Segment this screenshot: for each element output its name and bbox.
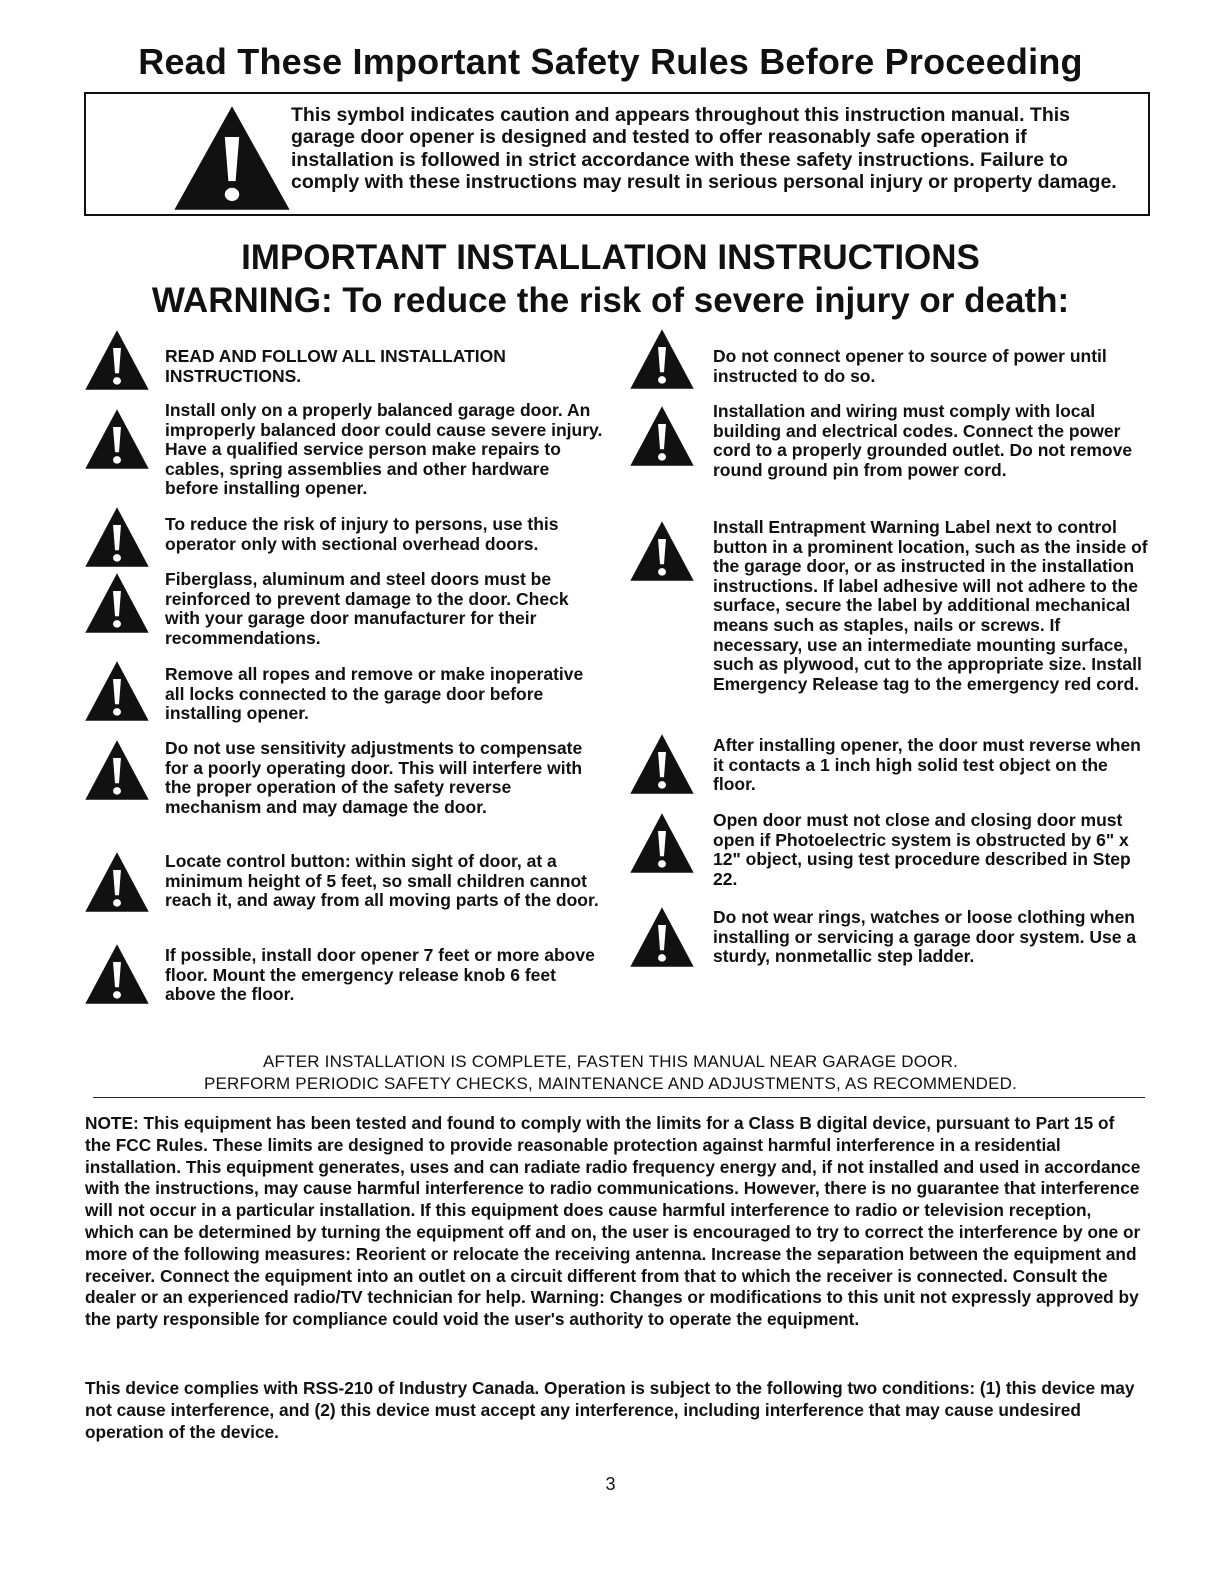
notice-periodic-checks: PERFORM PERIODIC SAFETY CHECKS, MAINTENANCE AND ADJUSTMENTS, AS RECOMMENDED. — [203, 1074, 1018, 1093]
caution-text: This symbol indicates caution and appears throughout this instruction manual. This garage door opener is designed and tested to offer reasonably safe operation if installation is followed in strict accordance with these safety instructions. Failure to comply with these instructions may result in serious personal injury or property damage. — [291, 104, 1117, 194]
warning-triangle-icon — [629, 405, 695, 467]
warning-heading: WARNING: To reduce the risk of severe injury or death: — [151, 281, 1070, 320]
warning-triangle-icon — [84, 943, 150, 1005]
page-number: 3 — [605, 1474, 616, 1494]
page-title: Read These Important Safety Rules Before Proceeding — [138, 41, 1083, 82]
fcc-note: NOTE: This equipment has been tested and found to comply with the limits for a Class B digital device, pursuant to Part 15 of the FCC Rules. These limits are designed to provide reasonable protection against harmful interference in a residential installation. This equipment generates, uses and can radiate radio frequency energy and, if not installed and used in accordance with the instructions, may cause harmful interference to radio communications. However, there is no guarantee that interference will not occur in a particular installation. If this equipment does cause harmful interference to radio or television reception, which can be determined by turning the equipment off and on, the user is encouraged to try to correct the interference by one or more of the following measures: Reorient or relocate the receiving antenna. Increase the separation between the equipment and receiver. Connect the equipment into an outlet on a circuit different from that to which the receiver is connected. Consult the dealer or an experienced radio/TV technician for help. Warning: Changes or modifications to this unit not expressly approved by the party responsible for compliance could void the user's authority to operate the equipment. — [85, 1113, 1141, 1330]
caution-box — [84, 92, 1150, 216]
safety-item-text: Do not wear rings, watches or loose clothing when installing or servicing a garage door system. Use a sturdy, nonmetallic step ladder. — [713, 907, 1137, 967]
warning-triangle-icon — [84, 329, 150, 391]
important-heading: IMPORTANT INSTALLATION INSTRUCTIONS — [241, 238, 980, 277]
warning-triangle-icon — [629, 733, 695, 795]
warning-triangle-icon — [84, 739, 150, 801]
warning-triangle-icon — [629, 906, 695, 968]
safety-item-text: Remove all ropes and remove or make inoperative all locks connected to the garage door before installing opener. — [165, 664, 584, 724]
warning-triangle-icon — [84, 408, 150, 470]
warning-triangle-icon — [172, 104, 292, 212]
warning-triangle-icon — [84, 660, 150, 722]
safety-item-text: Do not connect opener to source of power until instructed to do so. — [713, 346, 1107, 386]
safety-item-text: If possible, install door opener 7 feet or more above floor. Mount the emergency release knob 6 feet above the floor. — [165, 945, 595, 1005]
warning-triangle-icon — [629, 520, 695, 582]
notice-fasten-manual: AFTER INSTALLATION IS COMPLETE, FASTEN THIS MANUAL NEAR GARAGE DOOR. — [263, 1052, 958, 1071]
warning-triangle-icon — [629, 812, 695, 874]
warning-triangle-icon — [629, 328, 695, 390]
safety-item-text: Locate control button: within sight of door, at a minimum height of 5 feet, so small children cannot reach it, and away from all moving parts of the door. — [165, 851, 599, 911]
safety-item-text: Install only on a properly balanced garage door. An improperly balanced door could cause severe injury. Have a qualified service person make repairs to cables, spring assemblies and other hardware before installing opener. — [165, 400, 603, 499]
warning-triangle-icon — [84, 851, 150, 913]
safety-item-text: Installation and wiring must comply with local building and electrical codes. Connect the power cord to a properly grounded outlet. Do not remove round ground pin from power cord. — [713, 401, 1133, 480]
safety-item-text: Fiberglass, aluminum and steel doors must be reinforced to prevent damage to the door. Check with your garage door manufacturer for their recommendations. — [165, 569, 569, 648]
safety-item-text: Open door must not close and closing door must open if Photoelectric system is obstructed by 6" x 12" object, using test procedure described in Step 22. — [713, 810, 1131, 889]
safety-item-text: Install Entrapment Warning Label next to control button in a prominent location, such as the inside of the garage door, or as instructed in the installation instructions. If label adhesive will not adhere to the surface, secure the label by additional mechanical means such as staples, nails or screws. If necessary, use an intermediate mounting surface, such as plywood, cut to the appropriate size. Install Emergency Release tag to the emergency red cord. — [713, 517, 1148, 694]
safety-item-text: READ AND FOLLOW ALL INSTALLATION INSTRUCTIONS. — [165, 346, 506, 386]
safety-item-text: After installing opener, the door must reverse when it contacts a 1 inch high solid test object on the floor. — [713, 735, 1141, 795]
divider — [93, 1097, 1145, 1098]
warning-triangle-icon — [84, 572, 150, 634]
safety-item-text: To reduce the risk of injury to persons, use this operator only with sectional overhead doors. — [165, 514, 559, 554]
warning-triangle-icon — [84, 506, 150, 568]
rss-note: This device complies with RSS-210 of Industry Canada. Operation is subject to the following two conditions: (1) this device may not cause interference, and (2) this device must accept any interference, including interference that may cause undesired operation of the device. — [85, 1378, 1135, 1442]
safety-item-text: Do not use sensitivity adjustments to compensate for a poorly operating door. This will interfere with the proper operation of the safety reverse mechanism and may damage the door. — [165, 738, 583, 817]
